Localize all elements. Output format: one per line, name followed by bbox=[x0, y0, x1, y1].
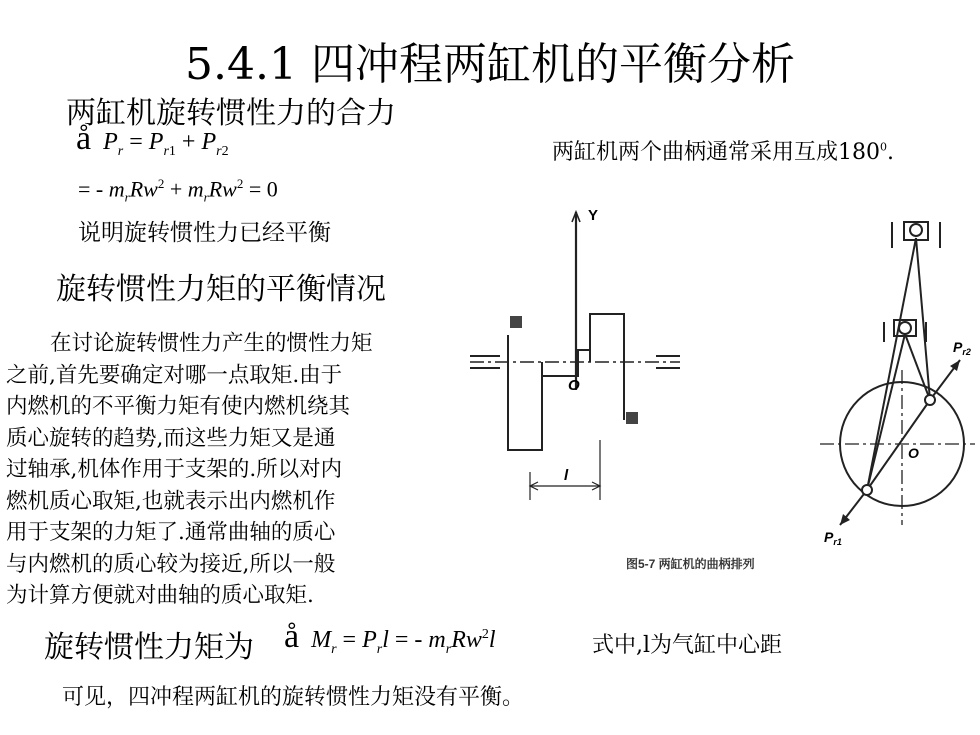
paragraph-line: 与内燃机的质心较为接近,所以一般 bbox=[6, 551, 336, 577]
crank-pin bbox=[862, 485, 872, 495]
axis-label-y: Y bbox=[588, 207, 599, 224]
formula-sum-pr: å $P_r = P_{r1} + P_{r2}$ bbox=[76, 120, 229, 159]
force-arrow-pr2 bbox=[950, 360, 960, 371]
moment-note: 式中,l为气缸中心距 bbox=[592, 633, 783, 658]
force-label-pr1-sub: r1 bbox=[833, 537, 842, 547]
formula-zero-sum: = - $m_rRw^2 + m_rRw^2 = 0$ bbox=[78, 176, 278, 205]
paragraph-line: 之前,首先要确定对哪一点取矩.由于 bbox=[6, 362, 343, 388]
counterweight-mark bbox=[510, 316, 522, 328]
counterweight-mark bbox=[626, 412, 638, 424]
paragraph-line: 内燃机的不平衡力矩有使内燃机绕其 bbox=[6, 394, 351, 419]
distance-label: l bbox=[564, 467, 569, 484]
force-label-pr1-main: P bbox=[824, 529, 834, 545]
page-title: 5.4.1 四冲程两缸机的平衡分析 bbox=[185, 39, 795, 90]
moment-label: 旋转惯性力矩为 bbox=[44, 630, 254, 665]
section2-heading: 旋转惯性力矩的平衡情况 bbox=[56, 272, 386, 307]
crank-circle-drawing bbox=[820, 222, 975, 525]
crank-angle-note-end: . bbox=[887, 140, 894, 165]
paragraph-line: 为计算方便就对曲轴的质心取矩. bbox=[6, 583, 314, 608]
paragraph-line: 燃机质心取矩,也就表示出内燃机作 bbox=[6, 488, 336, 514]
crank-angle-note bbox=[552, 135, 894, 166]
paragraph-line: 在讨论旋转惯性力产生的惯性力矩 bbox=[50, 331, 373, 356]
balance-conclusion: 说明旋转惯性力已经平衡 bbox=[78, 220, 331, 246]
origin-label: O bbox=[568, 377, 580, 394]
crankshaft-drawing bbox=[470, 212, 680, 500]
force-arrow-pr1 bbox=[840, 514, 850, 525]
sum-symbol: å bbox=[284, 618, 300, 655]
discussion-paragraph bbox=[6, 328, 476, 612]
force-label-pr2-sub: r2 bbox=[962, 347, 971, 357]
crank-arrangement-figure bbox=[460, 190, 980, 590]
paragraph-line: 质心旋转的趋势,而这些力矩又是通 bbox=[6, 425, 336, 451]
circle-center-label: O bbox=[908, 445, 919, 461]
figure-caption: 图5-7 两缸机的曲柄排列 bbox=[626, 557, 755, 571]
crank-angle-superscript: 0 bbox=[880, 140, 887, 154]
force-label-pr2-main: P bbox=[953, 339, 963, 355]
piston-pin bbox=[899, 322, 911, 334]
moment-formula: å $M_r = P_rl$ = - $m_rRw^2l$ bbox=[284, 618, 496, 657]
final-statement: 可见，四冲程两缸机的旋转惯性力矩没有平衡。 bbox=[62, 685, 525, 710]
force-label-pr2 bbox=[953, 339, 971, 357]
piston-pin bbox=[910, 224, 922, 236]
sum-symbol: å bbox=[76, 120, 92, 157]
crank-pin bbox=[925, 395, 935, 405]
force-label-pr1 bbox=[824, 529, 842, 547]
crank-angle-note-text: 两缸机两个曲柄通常采用互成180 bbox=[552, 140, 880, 165]
section1-heading: 两缸机旋转惯性力的合力 bbox=[66, 96, 396, 131]
paragraph-line: 用于支架的力矩了.通常曲轴的质心 bbox=[6, 520, 336, 545]
paragraph-line: 过轴承,机体作用于支架的.所以对内 bbox=[6, 457, 343, 482]
